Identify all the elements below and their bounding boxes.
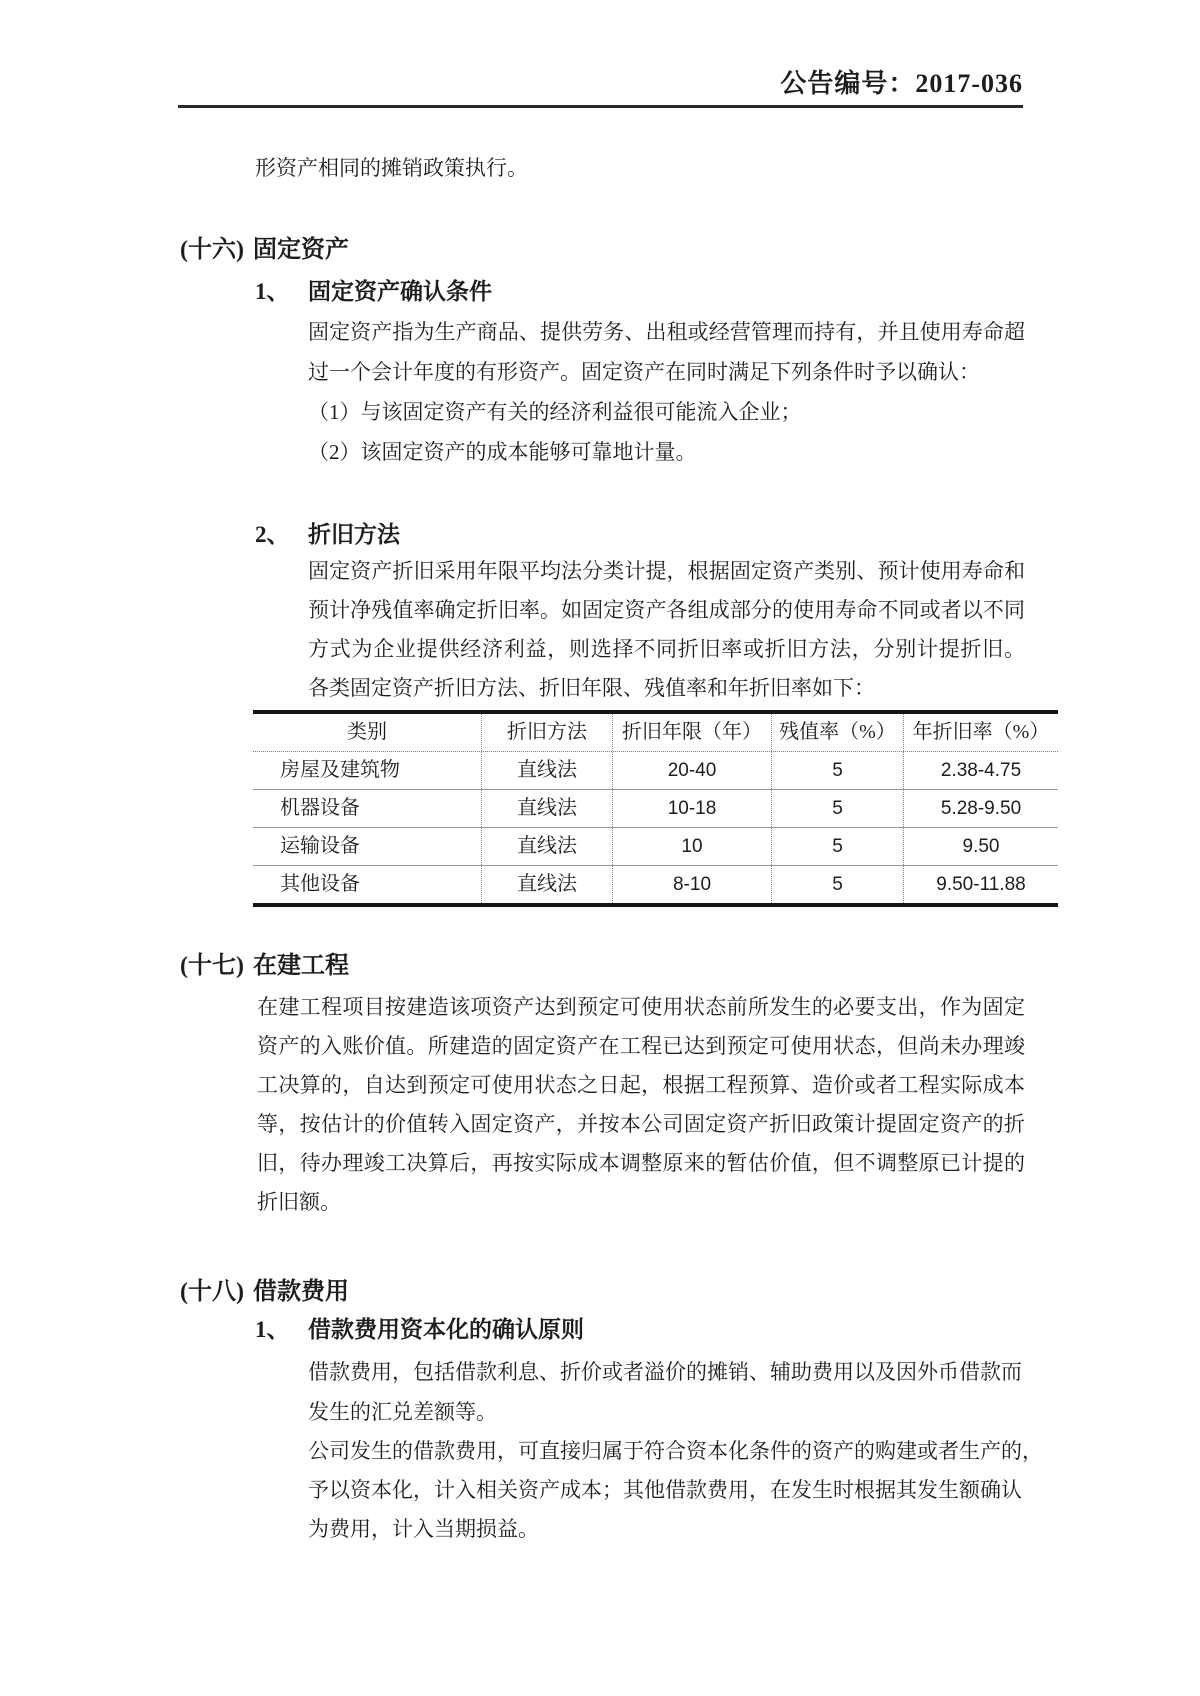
table-cell-residual: 5 <box>771 866 903 903</box>
table-cell-rate: 9.50-11.88 <box>903 866 1058 903</box>
table-header-row <box>253 714 1058 752</box>
body-paragraph <box>308 1510 1025 1549</box>
subsection-18-1-heading <box>255 1310 584 1350</box>
text-line: 预计净残值率确定折旧率。如固定资产各组成部分的使用寿命不同或者以不同 <box>308 598 1025 622</box>
section-16-title: 固定资产 <box>253 237 349 263</box>
depreciation-table <box>253 710 1058 907</box>
section-17-body <box>257 988 1025 1222</box>
table-cell-rate: 5.28-9.50 <box>903 790 1058 827</box>
table-cell-residual: 5 <box>771 752 903 789</box>
table-cell-method: 直线法 <box>481 866 612 903</box>
text-line: 公司发生的借款费用，可直接归属于符合资本化条件的资产的购建或者生产的， <box>308 1439 1043 1463</box>
text-line: 在建工程项目按建造该项资产达到预定可使用状态前所发生的必要支出，作为固定 <box>257 995 1025 1019</box>
text-line: 固定资产指为生产商品、提供劳务、出租或经营管理而持有，并且使用寿命超 <box>308 320 1025 344</box>
table-cell-category: 其他设备 <box>280 873 360 895</box>
text-line: 为费用，计入当期损益。 <box>308 1517 539 1541</box>
table-header-cell: 残值率（%） <box>771 714 903 751</box>
text-line: 方式为企业提供经济利益，则选择不同折旧率或折旧方法，分别计提折旧。 <box>308 637 1025 661</box>
announcement-number: 公告编号：2017-036 <box>780 69 1023 98</box>
intro-line: 形资产相同的摊销政策执行。 <box>255 156 528 180</box>
body-paragraph <box>308 312 1025 392</box>
subsection-18-1-body-paragraph-1 <box>308 1352 1025 1432</box>
text-line: 借款费用，包括借款利息、折价或者溢价的摊销、辅助费用以及因外币借款而 <box>308 1360 1022 1384</box>
subsection-18-1-body-paragraph-2 <box>308 1432 1043 1549</box>
subsection-16-1-title: 固定资产确认条件 <box>308 279 492 304</box>
text-line: 工决算的，自达到预定可使用状态之日起，根据工程预算、造价或者工程实际成本 <box>257 1073 1025 1097</box>
text-line: 过一个会计年度的有形资产。固定资产在同时满足下列条件时予以确认： <box>308 360 980 384</box>
body-paragraph <box>308 1432 1043 1471</box>
body-paragraph <box>308 1352 1025 1392</box>
table-cell-years: 10 <box>612 828 771 865</box>
table-header-cell: 折旧方法 <box>481 714 612 751</box>
section-18-title: 借款费用 <box>253 1279 349 1305</box>
text-line: （1）与该固定资产有关的经济利益很可能流入企业； <box>308 400 802 424</box>
text-line: 予以资本化，计入相关资产成本；其他借款费用，在发生时根据其发生额确认 <box>308 1478 1022 1502</box>
text-line: 旧，待办理竣工决算后，再按实际成本调整原来的暂估价值，但不调整原已计提的 <box>257 1151 1025 1175</box>
section-18-heading <box>180 1272 349 1312</box>
text-line: 发生的汇兑差额等。 <box>308 1400 497 1424</box>
body-paragraph <box>308 552 1025 708</box>
header-rule <box>178 105 1023 108</box>
body-paragraph <box>308 432 1025 472</box>
section-16-number: (十六) <box>180 237 244 263</box>
subsection-18-1-number: 1、 <box>255 1317 290 1342</box>
table-cell-method: 直线法 <box>481 752 612 789</box>
table-body <box>253 752 1058 903</box>
table-row <box>253 790 1058 828</box>
table-cell-rate: 9.50 <box>903 828 1058 865</box>
body-paragraph <box>308 1392 1025 1432</box>
subsection-16-1-number: 1、 <box>255 279 290 304</box>
table-cell-method: 直线法 <box>481 790 612 827</box>
table-cell-residual: 5 <box>771 790 903 827</box>
subsection-16-1-body <box>308 312 1025 472</box>
body-paragraph <box>308 1471 1025 1510</box>
text-line: 各类固定资产折旧方法、折旧年限、残值率和年折旧率如下： <box>308 676 875 700</box>
subsection-16-2-number: 2、 <box>255 522 290 547</box>
table-row <box>253 828 1058 866</box>
table-cell-years: 20-40 <box>612 752 771 789</box>
table-row <box>253 752 1058 790</box>
subsection-18-1-title: 借款费用资本化的确认原则 <box>308 1317 584 1342</box>
table-header-cell: 类别 <box>347 721 387 743</box>
text-line: 固定资产折旧采用年限平均法分类计提，根据固定资产类别、预计使用寿命和 <box>308 559 1025 583</box>
table-cell-method: 直线法 <box>481 828 612 865</box>
text-line: 折旧额。 <box>257 1190 341 1214</box>
text-line: （2）该固定资产的成本能够可靠地计量。 <box>308 440 697 464</box>
table-cell-residual: 5 <box>771 828 903 865</box>
table-cell-years: 10-18 <box>612 790 771 827</box>
section-17-title: 在建工程 <box>253 953 349 979</box>
table-cell-years: 8-10 <box>612 866 771 903</box>
table-header-cell: 年折旧率（%） <box>903 714 1058 751</box>
table-cell-category: 运输设备 <box>280 835 360 857</box>
table-row <box>253 866 1058 903</box>
section-16-heading <box>180 230 349 270</box>
text-line: 资产的入账价值。所建造的固定资产在工程已达到预定可使用状态，但尚未办理竣 <box>257 1034 1025 1058</box>
section-18-number: (十八) <box>180 1279 244 1305</box>
text-line: 等，按估计的价值转入固定资产，并按本公司固定资产折旧政策计提固定资产的折 <box>257 1112 1025 1136</box>
subsection-16-2-body <box>308 552 1025 708</box>
table-cell-category: 房屋及建筑物 <box>280 759 400 781</box>
table-cell-category: 机器设备 <box>280 797 360 819</box>
subsection-16-1-heading <box>255 272 492 312</box>
body-paragraph <box>308 392 1025 432</box>
table-cell-rate: 2.38-4.75 <box>903 752 1058 789</box>
table-header-cell: 折旧年限（年） <box>612 714 771 751</box>
subsection-16-2-title: 折旧方法 <box>308 522 400 547</box>
section-17-heading <box>180 946 349 986</box>
subsection-16-2-heading <box>255 515 400 555</box>
body-paragraph <box>257 988 1025 1222</box>
section-17-number: (十七) <box>180 953 244 979</box>
